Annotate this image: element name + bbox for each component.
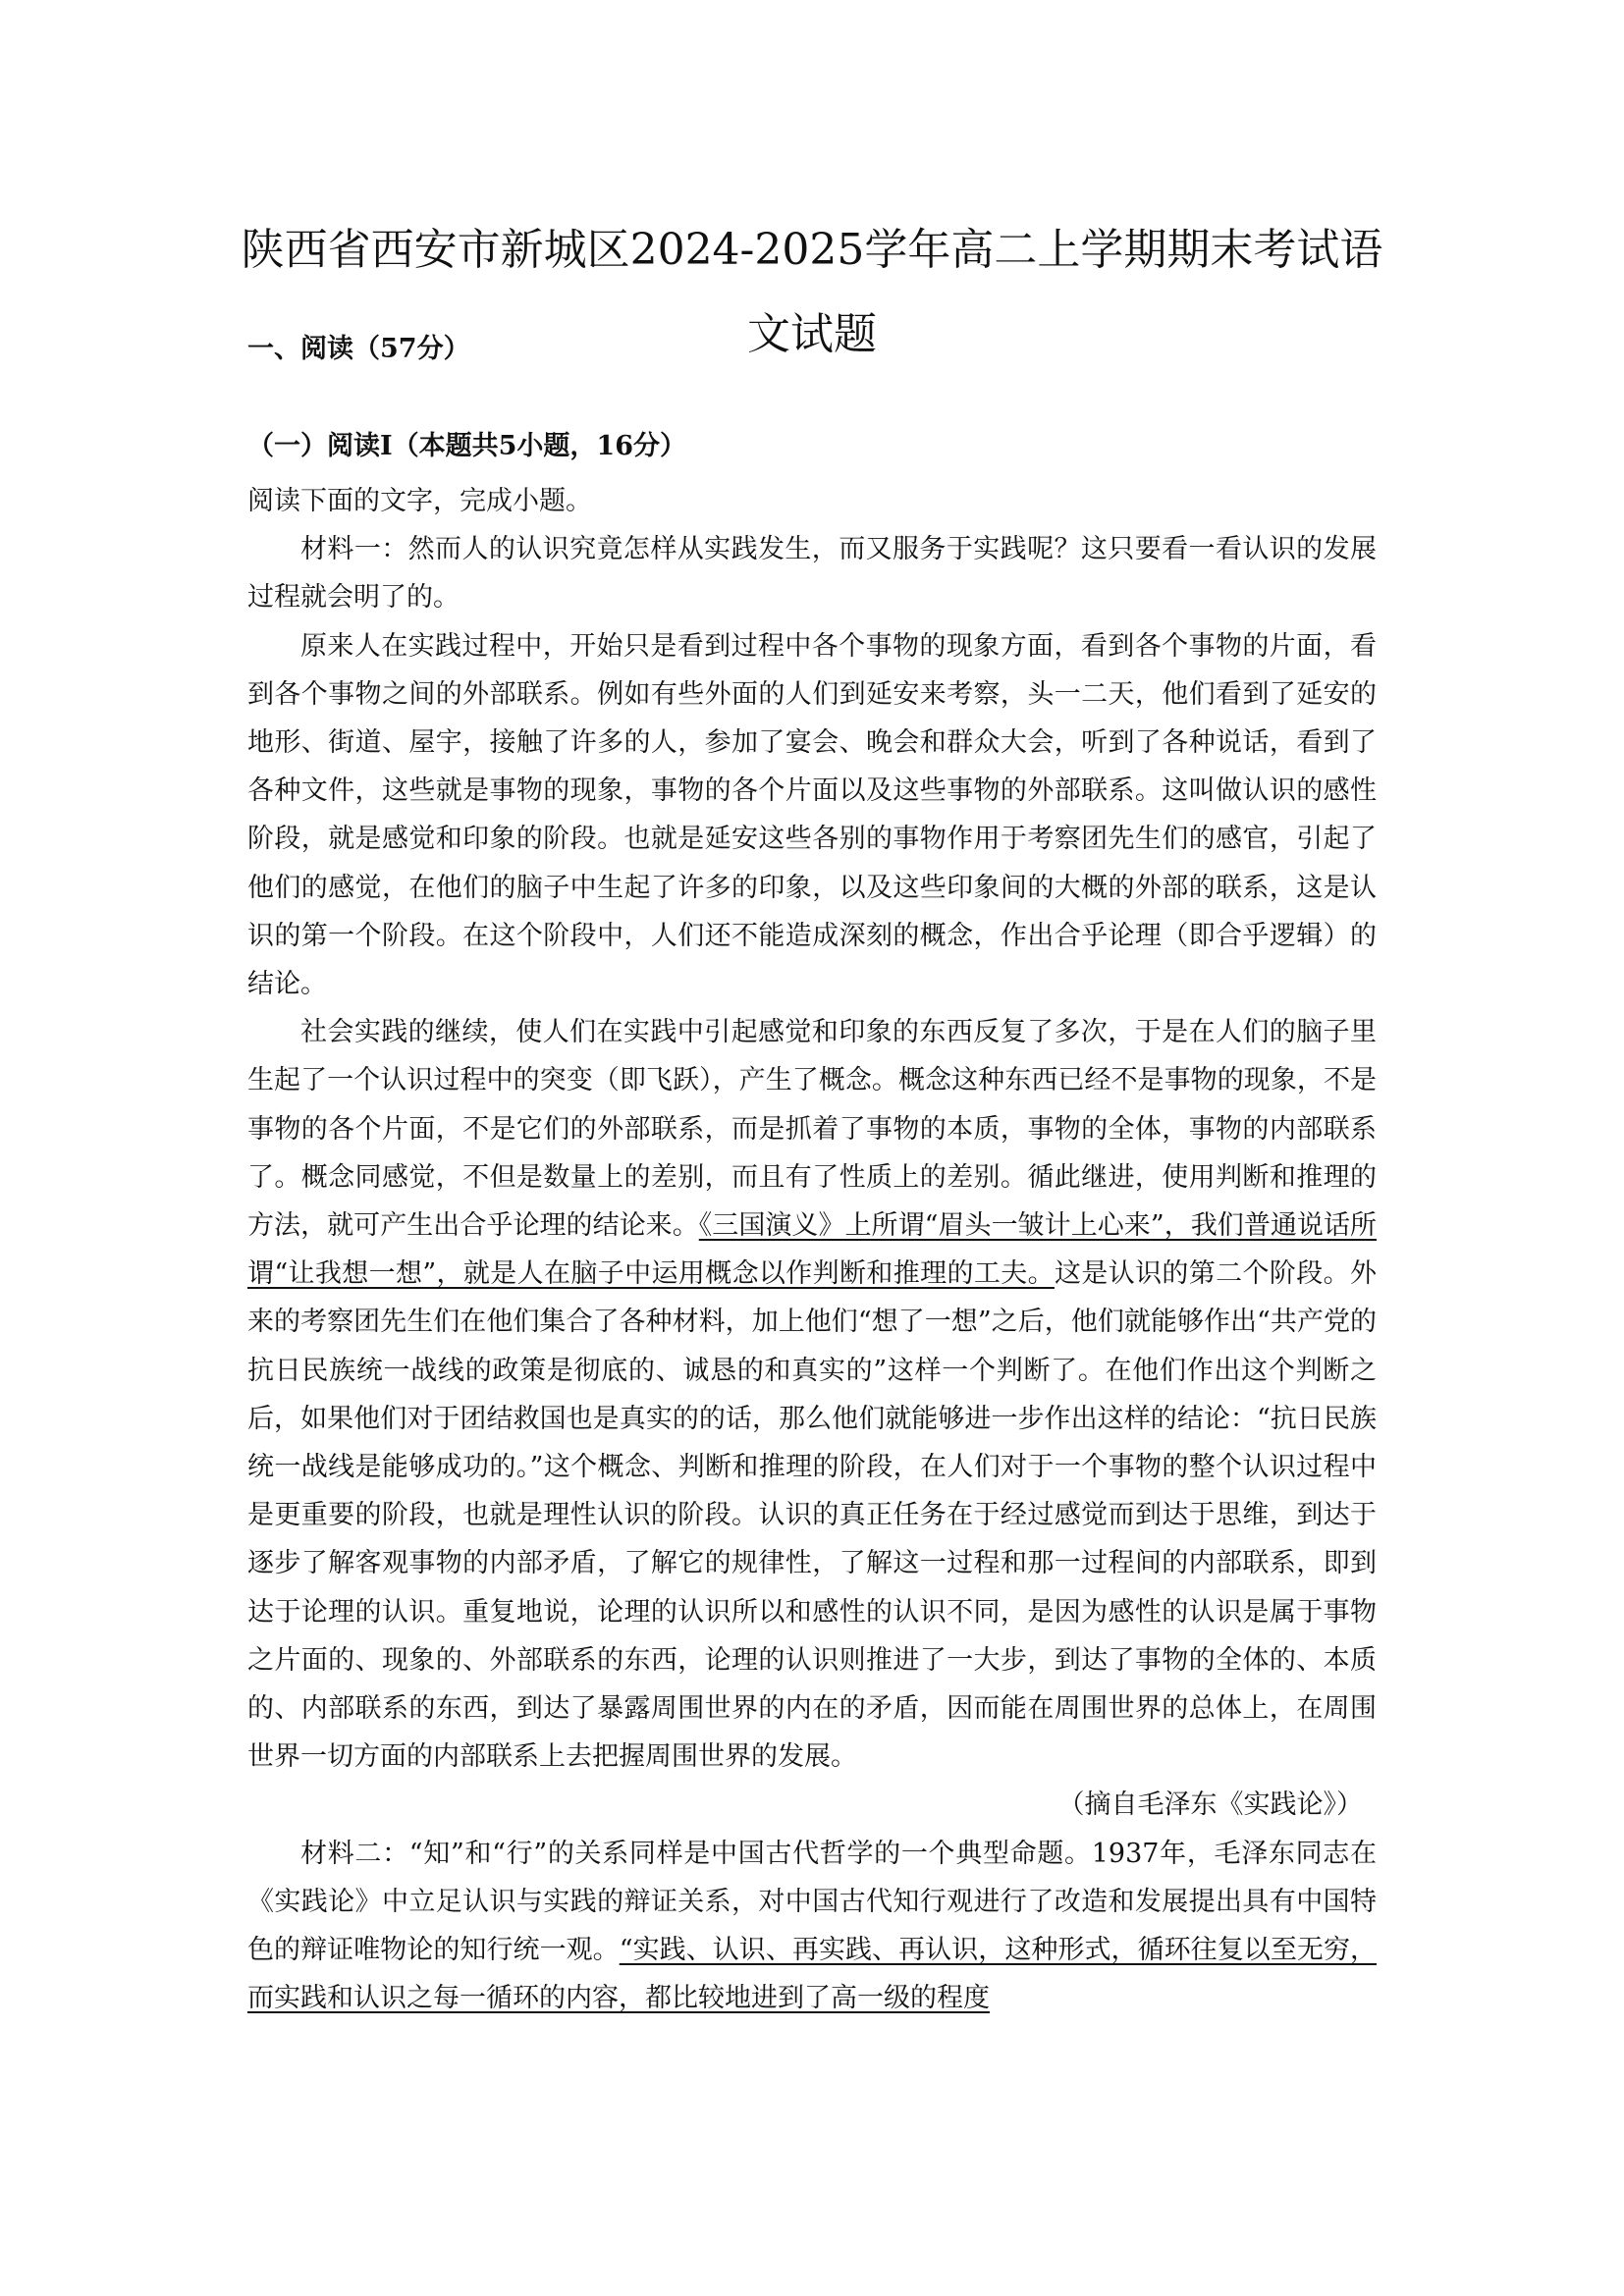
title-line-1: 陕西省西安市新城区2024-2025学年高二上学期期末考试语 [241, 225, 1383, 275]
material-1-source: （摘自毛泽东《实践论》） [1057, 1789, 1363, 1821]
reading-passage [247, 477, 1377, 2023]
paragraph-text: 这是认识的第二个阶段。外来的考察团先生们在他们集合了各种材料，加上他们“想了一想”之后，他们就能够作出“共产党的抗日民族统一战线的政策是彻底的、诚恳的和真实的”这样一个判断了。在他们作出这个判断之后，如果他们对于团结救国也是真实的的话，那么他们就能够进一步作出这样的结论：“抗日民族统一战线是能够成功的。”这个概念、判断和推理的阶段，在人们对于一个事物的整个认识过程中是更重要的阶段，也就是理性认识的阶段。认识的真正任务在于经过感觉而到达于思维，到达于逐步了解客观事物的内部矛盾，了解它的规律性，了解这一过程和那一过程间的内部联系，即到达于论理的认识。重复地说，论理的认识所以和感性的认识不同，是因为感性的认识是属于事物之片面的、现象的、外部联系的东西，论理的认识则推进了一大步，到达了事物的全体的、本质的、内部联系的东西，到达了暴露周围世界的内在的矛盾，因而能在周围世界的总体上，在周围世界一切方面的内部联系上去把握周围世界的发展。 [247, 1258, 1377, 1773]
section-heading: 一、阅读（57分） [247, 334, 470, 364]
material-1-paragraph-2: 原来人在实践过程中，开始只是看到过程中各个事物的现象方面，看到各个事物的片面，看到各个事物之间的外部联系。例如有些外面的人们到延安来考察，头一二天，他们看到了延安的地形、街道、屋宇，接触了许多的人，参加了宴会、晚会和群众大会，听到了各种说话，看到了各种文件，这些就是事物的现象，事物的各个片面以及这些事物的外部联系。这叫做认识的感性阶段，就是感觉和印象的阶段。也就是延安这些各别的事物作用于考察团先生们的感官，引起了他们的感觉，在他们的脑子中生起了许多的印象，以及这些印象间的大概的外部的联系，这是认识的第一个阶段。在这个阶段中，人们还不能造成深刻的概念，作出合乎论理（即合乎逻辑）的结论。 [247, 630, 1377, 1000]
material-1-paragraph-3 [247, 1008, 1377, 1781]
paragraph-text: 社会实践的继续，使人们在实践中引起感觉和印象的东西反复了多次，于是在人们的脑子里生起了一个认识过程中的突变（即飞跃），产生了概念。概念这种东西已经不是事物的现象，不是事物的各个片面，不是它们的外部联系，而是抓着了事物的本质，事物的全体，事物的内部联系了。概念同感觉，不但是数量上的差别，而且有了性质上的差别。循此继进，使用判断和推理的方法，就可产生出合乎论理的结论来。 [247, 1017, 1377, 1242]
title-line-2: 文试题 [747, 309, 877, 359]
underlined-text: “实践、认识、再实践、再认识，这种形式，循环往复以至无穷，而实践和认识之每一循环的内容，都比较地进到了高一级的程度 [247, 1935, 1377, 2014]
material-2-paragraph-1 [247, 1830, 1377, 2023]
paragraph-text: 材料二：“知”和“行”的关系同样是中国古代哲学的一个典型命题。1937年，毛泽东同志在《实践论》中立足认识与实践的辩证关系，对中国古代知行观进行了改造和发展提出具有中国特色的辩证唯物论的知行统一观。 [247, 1838, 1377, 1966]
material-1-paragraph-1: 材料一：然而人的认识究竟怎样从实践发生，而又服务于实践呢？这只要看一看认识的发展过程就会明了的。 [247, 534, 1377, 614]
instruction-text: 阅读下面的文字，完成小题。 [247, 486, 592, 516]
underlined-text: 《三国演义》上所谓“眉头一皱计上心来”，我们普通说话所谓“让我想一想”，就是人在脑子中运用概念以作判断和推理的工夫。 [247, 1210, 1377, 1290]
subsection-heading: （一）阅读Ⅰ（本题共5小题，16分） [247, 431, 686, 461]
